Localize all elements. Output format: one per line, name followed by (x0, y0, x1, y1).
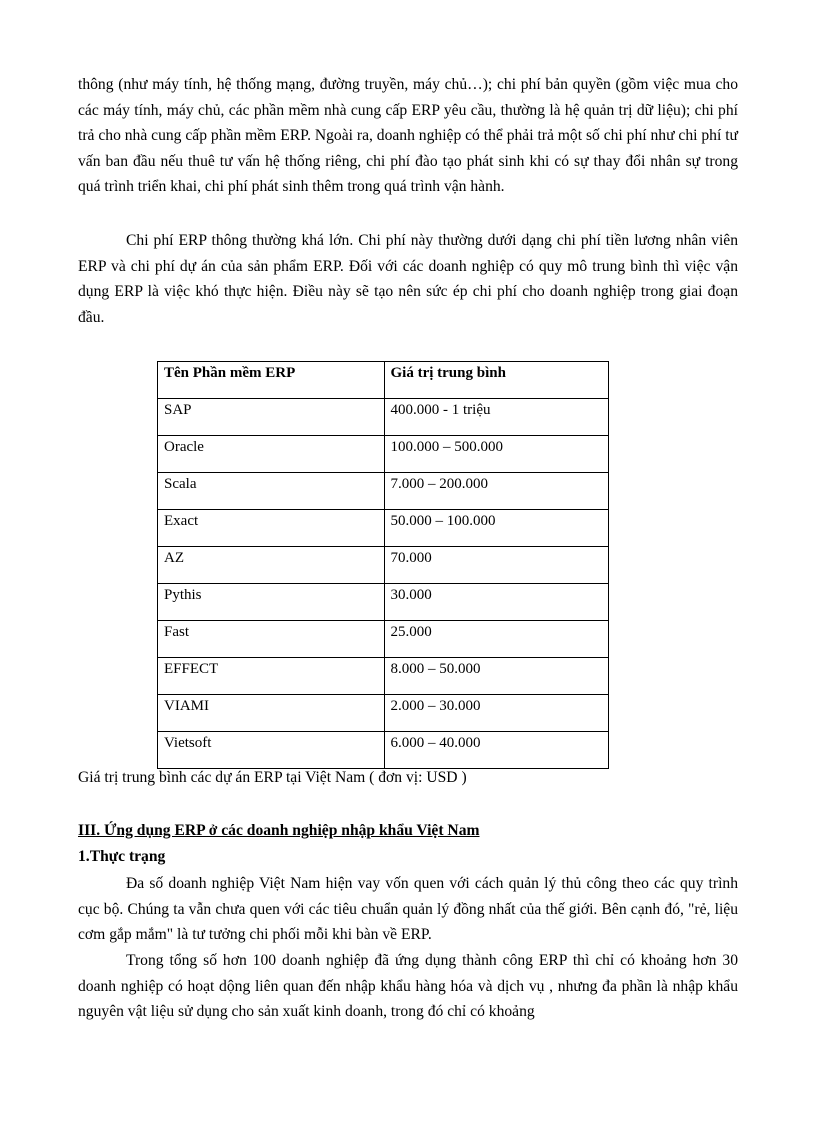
average-value-cell: 400.000 - 1 triệu (384, 399, 609, 436)
table-header-cell: Tên Phần mềm ERP (158, 362, 385, 399)
table-row (158, 584, 609, 621)
paragraph-current-state: Đa số doanh nghiệp Việt Nam hiện vay vốn quen với cách quản lý thủ công theo các quy trình cục bộ. Chúng ta vẫn chưa quen với các tiêu chuẩn quản lý đồng nhất của thế giới. Bên cạnh đó, "rẻ, liệu cơm gắp mắm" là tư tưởng chi phối mỗi khi bàn về ERP. (78, 875, 738, 944)
software-name-cell: AZ (158, 547, 385, 584)
paragraph-erp-costs: thông (như máy tính, hệ thống mạng, đường truyền, máy chủ…); chi phí bản quyền (gồm việc mua cho các máy tính, máy chủ, các phần mềm nhà cung cấp ERP yêu cầu, thường là hệ quản trị dữ liệu); chi phí trả cho nhà cung cấp phần mềm ERP. Ngoài ra, doanh nghiệp có thể phải trả một số chi phí như chi phí tư vấn ban đầu nếu thuê tư vấn hệ thống riêng, chi phí đào tạo phát sinh khi có sự thay đổi nhân sự trong quá trình triển khai, chi phí phát sinh thêm trong quá trình vận hành. (78, 76, 738, 196)
average-value-cell: 30.000 (384, 584, 609, 621)
average-value-cell: 2.000 – 30.000 (384, 695, 609, 732)
table-header-cell: Giá trị trung bình (384, 362, 609, 399)
average-value-cell: 8.000 – 50.000 (384, 658, 609, 695)
subsection-heading: 1.Thực trạng (78, 848, 166, 865)
average-value-cell: 100.000 – 500.000 (384, 436, 609, 473)
software-name-cell: Pythis (158, 584, 385, 621)
table-row (158, 658, 609, 695)
table-header-row (158, 362, 609, 399)
table-row (158, 399, 609, 436)
paragraph-import-enterprises: Trong tổng số hơn 100 doanh nghiệp đã ứng dụng thành công ERP thì chỉ có khoảng hơn 30 doanh nghiệp có hoạt dộng liên quan đến nhập khẩu hàng hóa và dịch vụ , nhưng đa phần là nhập khẩu nguyên vật liệu sử dụng cho sản xuất kinh doanh, trong đó chỉ có khoảng (78, 952, 738, 1021)
software-name-cell: Oracle (158, 436, 385, 473)
table-row (158, 436, 609, 473)
paragraph-erp-cost-pressure: Chi phí ERP thông thường khá lớn. Chi phí này thường dưới dạng chi phí tiền lương nhân viên ERP và chi phí dự án của sản phẩm ERP. Đối với các doanh nghiệp có quy mô trung bình thì việc vận dụng ERP là việc khó thực hiện. Điều này sẽ tạo nên sức ép chi phí cho doanh nghiệp trong giai đoạn đầu. (78, 232, 738, 326)
software-name-cell: EFFECT (158, 658, 385, 695)
average-value-cell: 50.000 – 100.000 (384, 510, 609, 547)
software-name-cell: Vietsoft (158, 732, 385, 769)
average-value-cell: 25.000 (384, 621, 609, 658)
software-name-cell: Fast (158, 621, 385, 658)
table-row (158, 621, 609, 658)
table-row (158, 547, 609, 584)
software-name-cell: Scala (158, 473, 385, 510)
table-caption: Giá trị trung bình các dự án ERP tại Việt Nam ( đơn vị: USD ) (78, 769, 467, 786)
table-row (158, 732, 609, 769)
table-row (158, 510, 609, 547)
section-heading: III. Ứng dụng ERP ở các doanh nghiệp nhập khẩu Việt Nam (78, 822, 480, 839)
average-value-cell: 6.000 – 40.000 (384, 732, 609, 769)
table-row (158, 473, 609, 510)
average-value-cell: 7.000 – 200.000 (384, 473, 609, 510)
software-name-cell: SAP (158, 399, 385, 436)
software-name-cell: VIAMI (158, 695, 385, 732)
table-row (158, 695, 609, 732)
average-value-cell: 70.000 (384, 547, 609, 584)
erp-price-table (157, 361, 609, 769)
software-name-cell: Exact (158, 510, 385, 547)
